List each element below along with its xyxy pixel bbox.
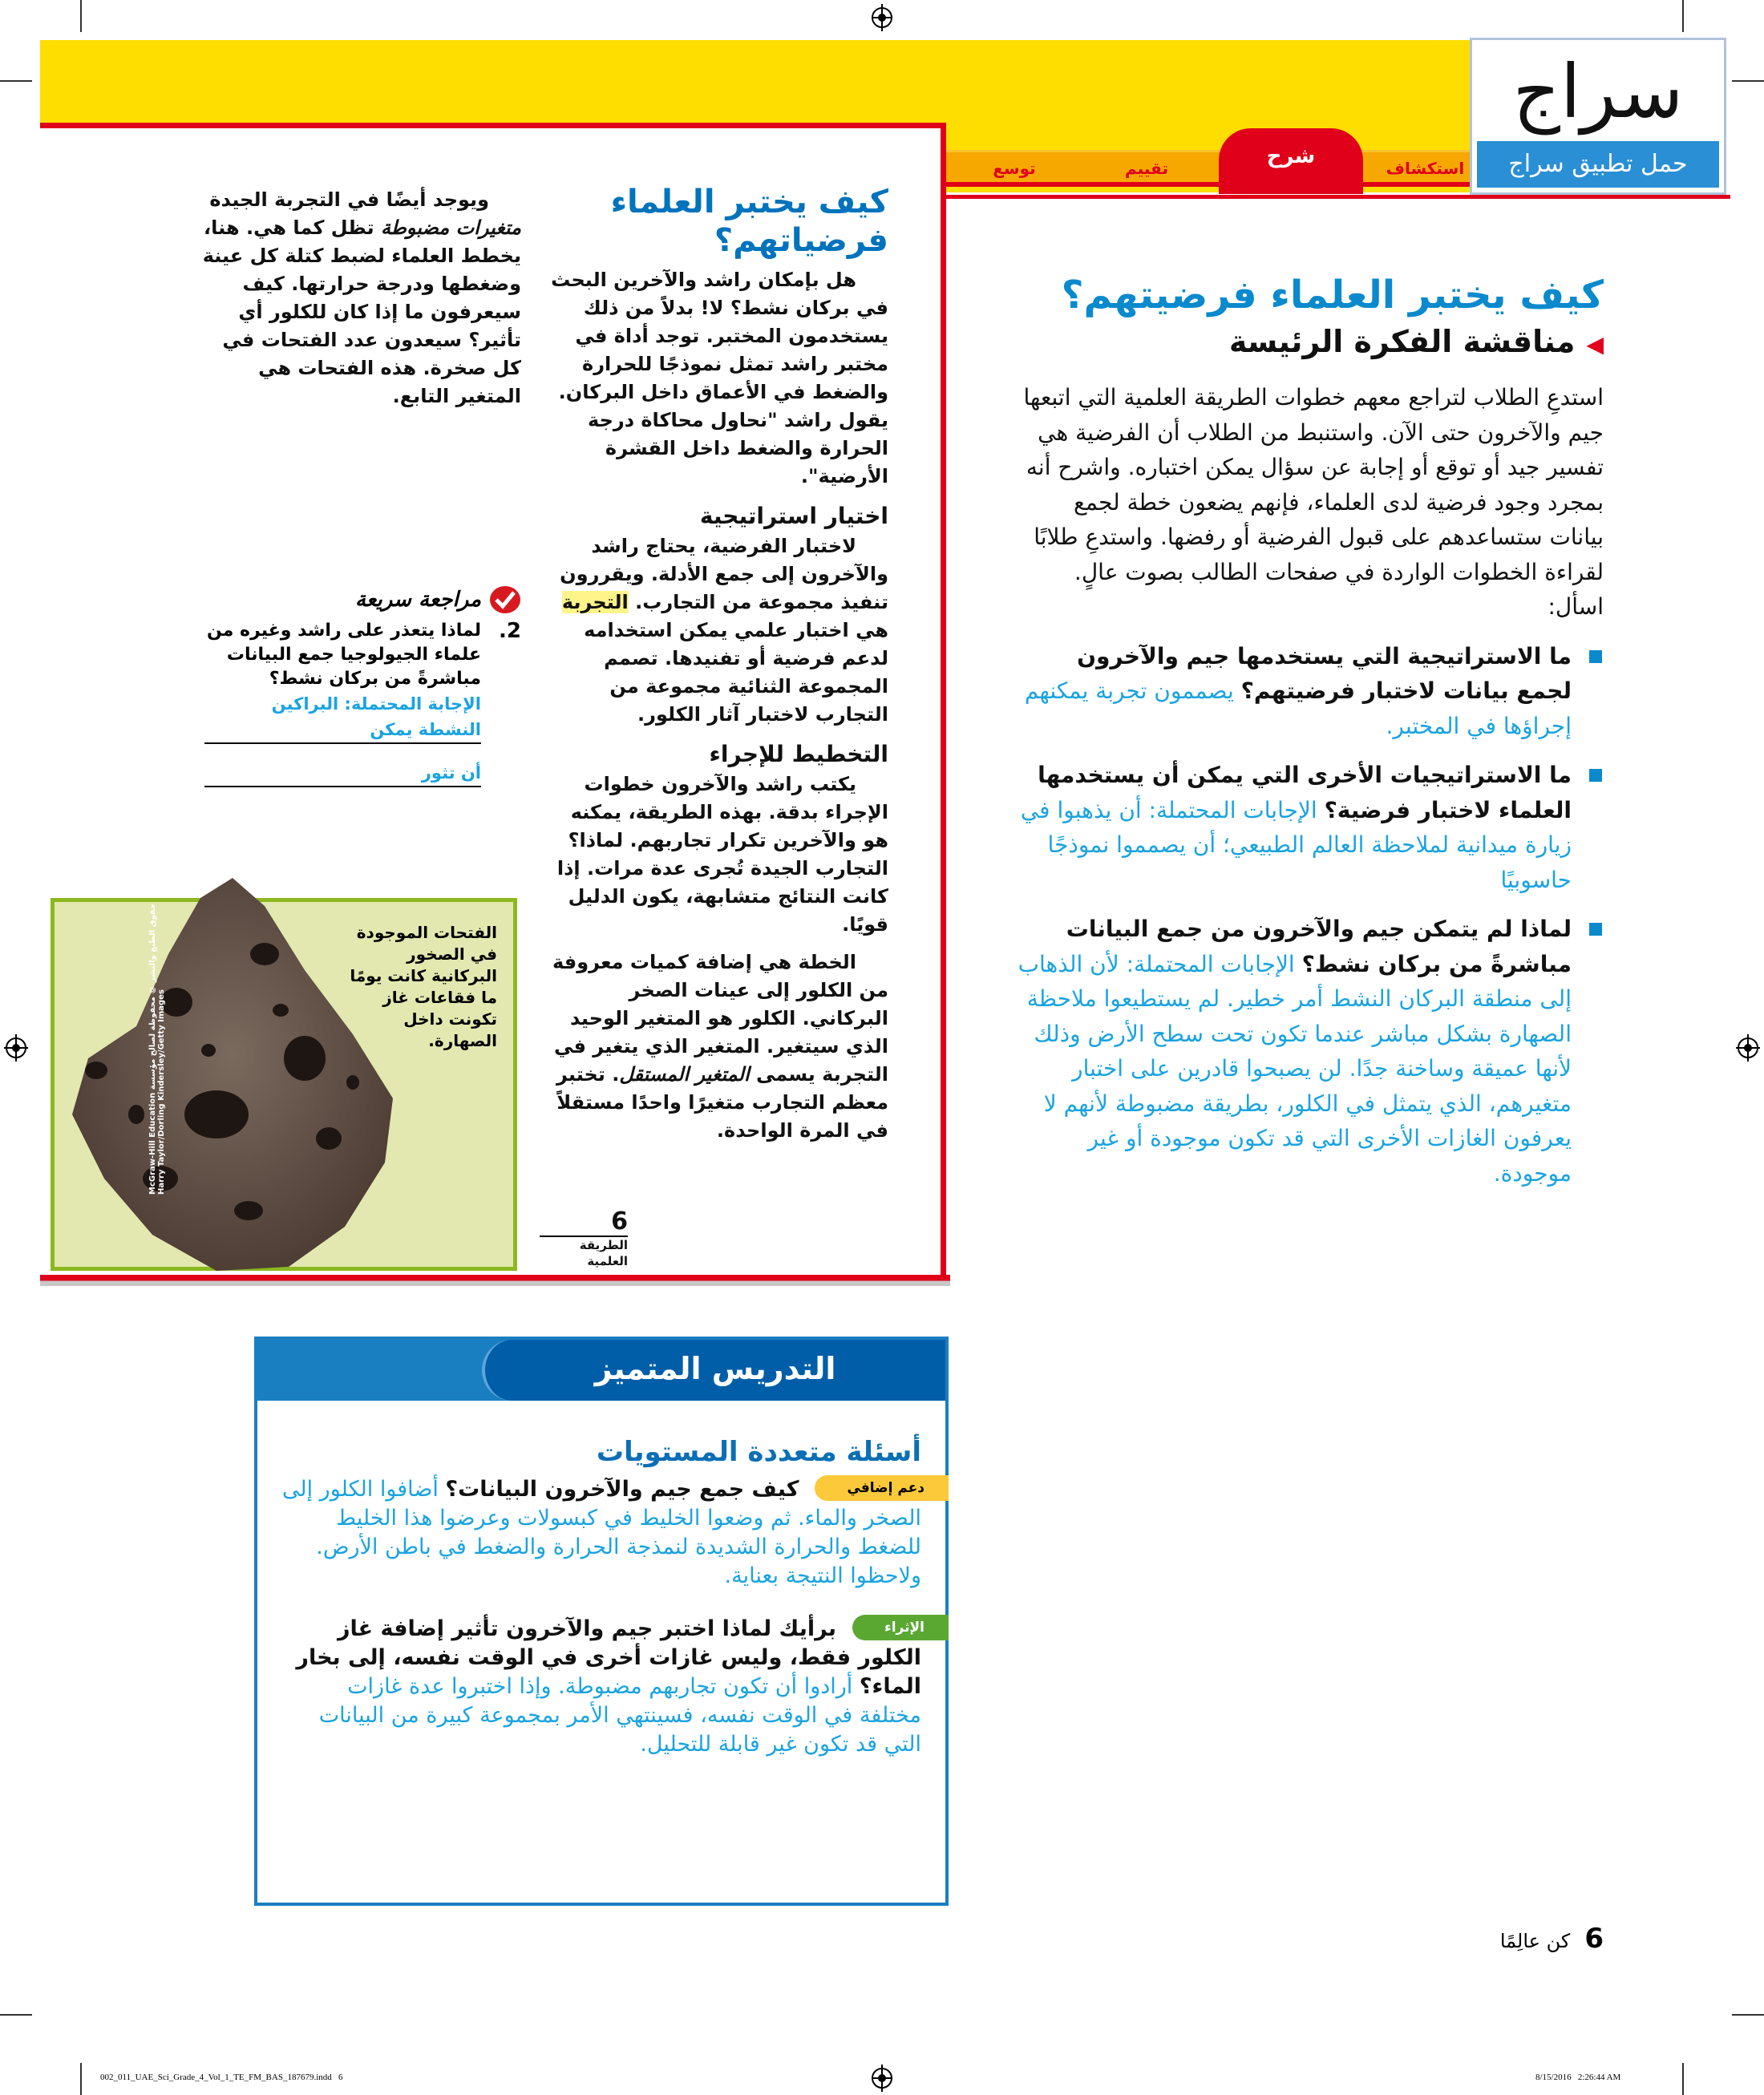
tab-extend[interactable]: توسع <box>993 159 1036 178</box>
section-heading: التخطيط للإجراء <box>709 741 888 767</box>
checkmark-icon <box>489 585 521 614</box>
student-title: كيف يختبر العلماء فرضياتهم؟ <box>610 184 888 259</box>
paragraph: يكتب راشد والآخرون خطوات الإجراء بدقة. بهذه الطريقة، يمكنه هو والآخرين تكرار تجاربهم. لماذا؟ التجارب الجيدة تُجرى عدة مرات. إذا كانت النتائج متشابهة، يكون الدليل قويًا. <box>556 773 888 936</box>
lesson-tabs <box>942 144 1471 187</box>
page-number: 6 <box>540 1208 628 1237</box>
badge-extra-support: دعم إضافي <box>815 1475 949 1501</box>
box-content <box>281 1432 924 1759</box>
tab-explain[interactable]: شرح <box>1219 128 1363 194</box>
triangle-bullet-icon: ◀ <box>1586 331 1604 358</box>
student-page-shadow <box>40 1275 950 1286</box>
vocab-term: التجربة <box>561 591 629 613</box>
crop-mark <box>1682 2063 1684 2095</box>
tab-explore[interactable]: استكشاف <box>1386 159 1465 178</box>
student-page-footer <box>540 1195 628 1269</box>
box-header-title: التدريس المتميز <box>482 1340 945 1401</box>
badge-enrichment: الإثراء <box>852 1615 949 1640</box>
teacher-subtitle <box>1016 319 1604 367</box>
header-divider <box>942 195 1730 199</box>
discussion-question <box>1016 912 1604 1191</box>
siraj-logo[interactable] <box>1470 38 1726 195</box>
answer: الإجابات المحتملة: أن يذهبوا في زيارة ميدانية لملاحظة العالم الطبيعي؛ أن يصمموا نموذجًا حاسوبيًا <box>1020 796 1572 893</box>
term: المتغير المستقل <box>619 1063 750 1086</box>
differentiated-instruction-box <box>254 1337 949 1906</box>
leveled-question <box>281 1475 924 1591</box>
text: لاختبار الفرضية، يحتاج راشد والآخرون إلى جمع الأدلة. ويقررون تنفيذ مجموعة من التجارب. <box>560 535 888 613</box>
registration-mark-icon <box>4 1034 28 1062</box>
teacher-column <box>1016 271 1604 1191</box>
crop-mark <box>0 2014 32 2016</box>
text: الخطة هي إضافة كميات معروفة من الكلور إلى عينات الصخر البركاني. الكلور هو المتغير الوحيد الذي سيتغير. المتغير الذي يتغير في التجربة يسمى <box>552 951 888 1086</box>
discussion-question <box>1016 639 1604 744</box>
answer-line[interactable]: الإجابة المحتملة: البراكين النشطة يمكن <box>204 691 481 744</box>
tab-evaluate[interactable]: تقييم <box>1125 159 1168 178</box>
crop-mark <box>1732 2014 1764 2016</box>
paragraph: هل بإمكان راشد والآخرين البحث في بركان نشط؟ لا! بدلاً من ذلك يستخدمون المختبر. توجد أداة في مختبر راشد تمثل نموذجًا للحرارة والضغط في الأعماق داخل البركان. يقول راشد "نحاول محاكاة درجة الحرارة والضغط داخل القشرة الأرضية". <box>551 269 888 487</box>
answer-line[interactable]: أن تثور <box>204 760 481 787</box>
text: . تختبر معظم التجارب متغيرًا واحدًا مستقلاً في المرة الواحدة. <box>556 1063 888 1142</box>
text: هي اختبار علمي يمكن استخدامه لدعم فرضية أو تفنيدها. تصمم المجموعة الثنائية مجموعة من التجارب لاختبار آثار الكلور. <box>584 619 888 726</box>
page-footer <box>1443 1923 1604 1955</box>
leveled-question <box>281 1615 924 1759</box>
book-title: كن عالِمًا <box>1499 1930 1571 1952</box>
square-bullet-icon <box>1589 923 1602 936</box>
question-number: 2. <box>499 619 521 643</box>
section-heading: اختيار استراتيجية <box>699 503 888 529</box>
square-bullet-icon <box>1589 769 1602 782</box>
paragraph <box>540 532 888 729</box>
term: متغيرات مضبوطة <box>380 216 521 239</box>
answer: أضافوا الكلور إلى الصخر والماء. ثم وضعوا الخليط في كبسولات وعرضوا هذا الخليط للضغط والحرارة الشديدة لنمذجة الحرارة والضغط في باطن الأرض. ولاحظوا النتيجة بعناية. <box>281 1477 921 1588</box>
question: كيف جمع جيم والآخرون البيانات؟ <box>445 1477 799 1502</box>
box-header <box>257 1340 945 1401</box>
file-slug: 002_011_UAE_Sci_Grade_4_Vol_1_TE_FM_BAS_187679.indd 6 <box>100 2073 343 2082</box>
page-number: 6 <box>1584 1923 1604 1955</box>
question: برأيك لماذا اختبر جيم والآخرون تأثير إضافة غاز الكلور فقط، وليس غازات أخرى في الوقت نفسه، إلى بخار الماء؟ <box>296 1616 921 1699</box>
logo-word: سراج <box>1512 49 1684 135</box>
square-bullet-icon <box>1589 650 1602 663</box>
crop-mark <box>0 80 32 82</box>
box-title: أسئلة متعددة المستويات <box>596 1436 921 1468</box>
photo-credit: McGraw-Hill Education حقوق الطبع والنشر © محفوظة لصالح مؤسسة Harry Taylor/Dorling Kindersley/Getty Images <box>148 903 166 1195</box>
crop-mark <box>80 0 82 32</box>
paragraph <box>540 948 888 1145</box>
subtitle-text: مناقشة الفكرة الرئيسة <box>1228 324 1576 359</box>
download-app-banner[interactable]: حمل تطبيق سراج <box>1477 141 1719 188</box>
photo-caption: الفتحات الموجودة في الصخور البركانية كانت يومًا ما فقاعات غاز تكونت داخل الصهارة. <box>350 923 497 1050</box>
question: ما الاستراتيجيات الأخرى التي يمكن أن يستخدمها العلماء لاختبار فرضية؟ <box>1038 762 1572 823</box>
answer: أرادوا أن تكون تجاربهم مضبوطة. وإذا اختبروا عدة غازات مختلفة في الوقت نفسه، فسينتهي الأمر بمجموعة كبيرة من البيانات التي قد تكون غير قابلة للتحليل. <box>318 1674 921 1757</box>
registration-mark-icon <box>870 2065 894 2092</box>
teacher-title: كيف يختبر العلماء فرضيتهم؟ <box>1061 273 1604 317</box>
answer: الإجابات المحتملة: لأن الذهاب إلى منطقة البركان النشط أمر خطير. لم يستطيعوا ملاحظة الصهارة بشكل مباشر عندما تكون تحت سطح الأرض وذلك لأنها عميقة وساخنة جدًا. لن يصبحوا قادرين على اختبار متغيرهم، الذي يتمثل في الكلور، بطريقة مضبوطة لأنهم لا يعرفون الغازات الأخرى التي قد تكون موجودة أو غير موجودة. <box>1018 950 1572 1187</box>
discussion-question <box>1016 758 1604 897</box>
crop-mark <box>1682 0 1684 32</box>
answer: يصممون تجربة يمكنهم إجراؤها في المختبر. <box>1024 677 1572 739</box>
teacher-intro: استدعِ الطلاب لتراجع معهم خطوات الطريقة العلمية التي اتبعها جيم والآخرون حتى الآن. واستنبط من الطلاب أن الفرضية هي تفسير جيد أو توقع أو إجابة عن سؤال يمكن اختباره. واشرح أنه بمجرد وجود فرضية لدى العلماء، فإنهم يضعون خطة لجمع بيانات ستساعدهم على قبول الفرضية أو رفضها. واستدعِ طلابًا لقراءة الخطوات الواردة في صفحات الطالب بصوت عالٍ. اسأل: <box>1023 384 1604 620</box>
student-column-right <box>540 183 888 1269</box>
registration-mark-icon <box>1736 1034 1760 1062</box>
quick-check <box>200 585 521 787</box>
paragraph <box>200 186 521 411</box>
running-footer: الطريقة العلمية <box>579 1238 628 1268</box>
text: ويوجد أيضًا في التجربة الجيدة <box>209 188 489 211</box>
crop-mark <box>1732 80 1764 82</box>
question: ما الاستراتيجية التي يستخدمها جيم والآخرون لجمع بيانات لاختبار فرضيتهم؟ <box>1077 642 1572 704</box>
text: تظل كما هي. هنا، يخطط العلماء لضبط كتلة كل عينة وضغطها ودرجة حرارتها. كيف سيعرفون ما إذا كان للكلور أي تأثير؟ سيعدون عدد الفتحات في كل صخرة. هذه الفتحات هي المتغير التابع. <box>202 216 521 407</box>
student-column-left <box>200 186 521 411</box>
crop-mark <box>80 2063 82 2095</box>
question: لماذا لم يتمكن جيم والآخرون من جمع البيانات مباشرةً من بركان نشط؟ <box>1066 916 1572 977</box>
question-text: لماذا يتعذر على راشد وغيره من علماء الجيولوجيا جمع البيانات مباشرةً من بركان نشط؟ <box>206 621 481 689</box>
registration-mark-icon <box>870 4 894 31</box>
quick-check-title: مراجعة سريعة <box>355 588 481 612</box>
print-timestamp: 8/15/2016 2:26:44 AM <box>1535 2073 1621 2082</box>
